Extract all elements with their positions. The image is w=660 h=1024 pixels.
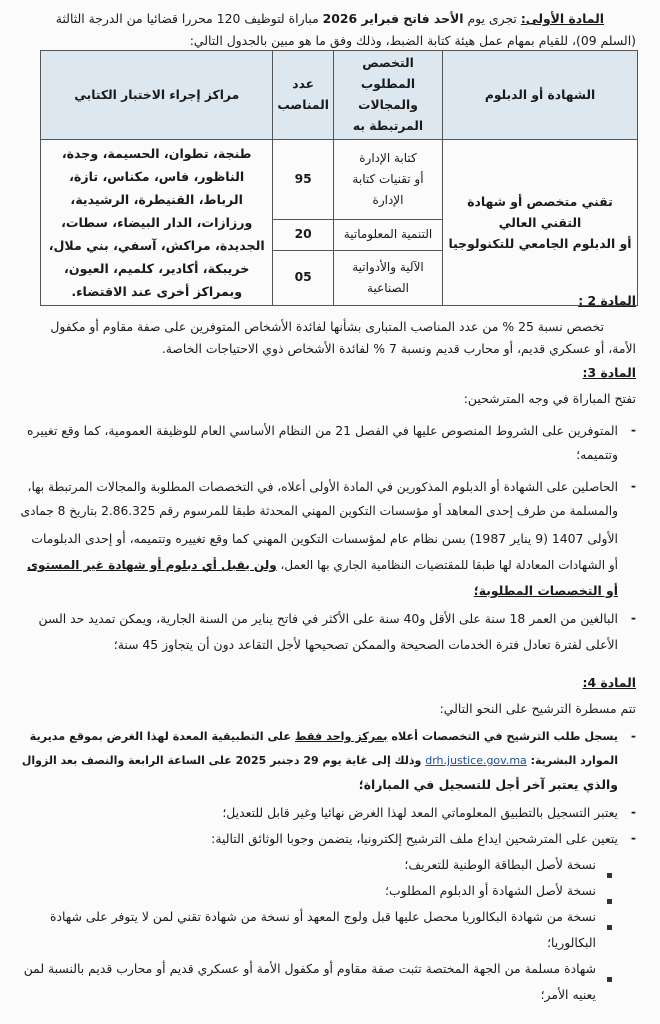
article3-b3-line2: الأعلى لفترة تعادل فترة الخدمات الصحيحة والممكن تصحيحها لأجل التقاعد دون أن يتجاوز 45 سنة؛ [113, 637, 618, 652]
square-bullet-icon [607, 915, 612, 934]
article3-b2-line5: أو التخصصات المطلوبة؛ [473, 583, 618, 598]
bullet-dash: - [630, 422, 636, 437]
article3-b2-line3: الأولى 1407 (9 يناير 1987) بسن نظام عام لمؤسسات التكوين المهني كما وقع تغييره وتتميمه، أو إحدى الدبلومات [31, 531, 618, 546]
doc-item-cont: يعنيه الأمر؛ [540, 987, 596, 1002]
bullet-dash: - [630, 728, 636, 743]
drh-website-link[interactable]: drh.justice.gov.ma [425, 754, 527, 767]
article3-b1-line2: وتتميمه؛ [576, 447, 618, 462]
article1-line1: المادة الأولى: تجرى يوم الأحد فاتح فبراير 2026 مباراة لتوظيف 120 محررا قضائيا من الدرجة الثالثة [55, 11, 604, 26]
positions-table [40, 50, 638, 306]
article2-line2: الأمة، أو عسكري قديم، أو محارب قديم ونسبة 7 % لفائدة الأشخاص ذوي الاحتياجات الخاصة. [161, 341, 636, 356]
bullet-dash: - [630, 804, 636, 819]
article2-line1: تخصص نسبة 25 % من عدد المناصب المتبارى بشأنها لفائدة الأشخاص المتوفرين على صفة مقاوم أو مكفول [50, 319, 604, 334]
bullet-dash: - [630, 830, 636, 845]
article4-b2: يعتبر التسجيل بالتطبيق المعلوماتي المعد لهذا الغرض نهائيا وغير قابل للتعديل؛ [222, 805, 618, 820]
cell-centers: طنجة، تطوان، الحسيمة، وجدة، الناظور، فاس، مكناس، تازة، الرباط، القنيطرة، الرشيدية، ورزازات، الدار البيضاء، سطات، الجديدة، مراكش، آسفي، بني ملال، خريبكة، أكادير، كلميم، العيون، وبمراكز أخرى عند الاقتضاء. [41, 140, 273, 306]
article4-b1-line2: الموارد البشرية: drh.justice.gov.ma وذلك إلى غاية يوم 29 دجنبر 2025 على الساعة الرابعة والنصف بعد الزوال [21, 754, 618, 767]
bullet-dash: - [630, 478, 636, 493]
bullet-dash: - [630, 610, 636, 625]
header-centers: مراكز إجراء الاختبار الكتابي [41, 51, 273, 140]
table-row [41, 140, 638, 220]
cell-diploma: تقني متخصص أو شهادة التقني العالي أو الدبلوم الجامعي للتكنولوجيا [443, 140, 638, 306]
article3-b3-line1: البالغين من العمر 18 سنة على الأقل و40 سنة على الأكثر في فاتح يناير من السنة الجارية، ويمكن تمديد حد السن [38, 611, 618, 626]
doc-item-cont: البكالوريا؛ [547, 935, 596, 950]
article4-b1-line3: والذي يعتبر آخر أجل للتسجيل في المباراة؛ [358, 777, 618, 792]
article3-intro: تفتح المباراة في وجه المترشحين: [463, 391, 636, 406]
doc-item: نسخة من شهادة البكالوريا محصل عليها قبل ولوج المعهد أو نسخة من شهادة تقني لمن لا يتوفر على شهادة [50, 909, 596, 924]
cell-specialty: كتابة الإدارة أو تقنيات كتابة الإدارة [334, 140, 443, 220]
article3-b2-line1: الحاصلين على الشهادة أو الدبلوم المذكورين في المادة الأولى أعلاه، في التخصصات المطلوبة والمجالات المرتبطة بها، [27, 480, 618, 494]
cell-count: 05 [273, 250, 334, 305]
article3-heading: المادة 3: [582, 365, 636, 380]
article1-heading: المادة الأولى: [520, 11, 604, 26]
article1-line2: (السلم 09)، للقيام بمهام عمل هيئة كتابة الضبط، وذلك وفق ما هو مبين بالجدول التالي: [189, 33, 636, 48]
square-bullet-icon [607, 863, 612, 882]
cell-specialty: الآلية والأدواتية الصناعية [334, 250, 443, 305]
header-specialty: التخصص المطلوب والمجالات المرتبطة به [334, 51, 443, 140]
doc-item: نسخة لأصل الشهادة أو الدبلوم المطلوب؛ [385, 883, 596, 898]
cell-specialty: التنمية المعلوماتية [334, 220, 443, 251]
square-bullet-icon [607, 889, 612, 908]
header-diploma: الشهادة أو الدبلوم [443, 51, 638, 140]
doc-item: شهادة مسلمة من الجهة المختصة تثبت صفة مقاوم أو مكفول الأمة أو عسكري قديم أو محارب قديم بالنسبة لمن [23, 961, 596, 976]
cell-count: 20 [273, 220, 334, 251]
doc-item: نسخة لأصل البطاقة الوطنية للتعريف؛ [404, 857, 596, 872]
header-count: عدد المناصب [273, 51, 334, 140]
article4-heading: المادة 4: [582, 675, 636, 690]
article3-b2-line4: أو الشهادات المعادلة لها طبقا للمقتضيات النظامية الجاري بها العمل، ولن يقبل أي دبلوم أو شهادة غير المستوى [27, 558, 618, 572]
article3-b1-line1: المتوفرين على الشروط المنصوص عليها في الفصل 21 من النظام الأساسي العام للوظيفة العمومية، كما وقع تغييره [27, 423, 618, 438]
article3-b2-line2: والمسلمة من طرف إحدى المعاهد أو مؤسسات التكوين المهني المحدثة طبقا للمرسوم رقم 2.86.325 بتاريخ 8 جمادى [20, 504, 618, 518]
article4-intro: تتم مسطرة الترشيح على النحو التالي: [439, 701, 636, 716]
square-bullet-icon [607, 967, 612, 986]
article4-b1-line1: يسجل طلب الترشيح في التخصصات أعلاه بمركز واحد فقط على التطبيقية المعدة لهذا الغرض بموقع مديرية [29, 730, 618, 743]
article4-b3: يتعين على المترشحين ايداع ملف الترشيح إلكترونيا، يتضمن وجوبا الوثائق التالية: [211, 831, 618, 846]
cell-count: 95 [273, 140, 334, 220]
article2-heading: المادة 2 : [578, 293, 636, 308]
